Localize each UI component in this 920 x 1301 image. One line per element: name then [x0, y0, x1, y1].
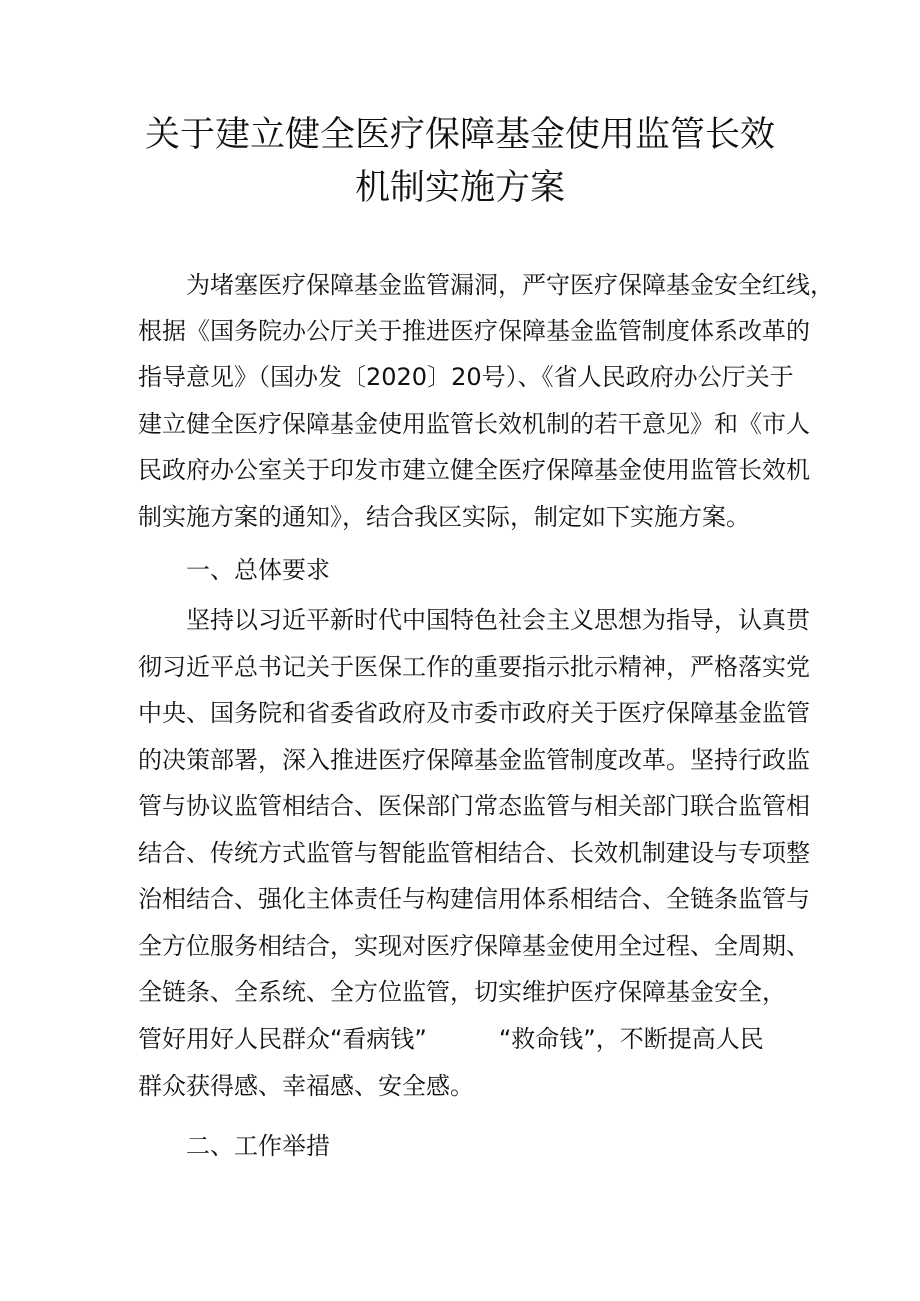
intro-line: 建立健全医疗保障基金使用监管长效机制的若干意见》和《市人 [138, 410, 810, 438]
section1-line: 彻习近平总书记关于医保工作的重要指示批示精神，严格落实党 [138, 653, 810, 681]
section1-line-part-a: 管好用好人民群众“看病钱” [138, 1025, 427, 1053]
section1-line [138, 1024, 764, 1054]
document-title-line-2: 机制实施方案 [354, 168, 565, 208]
intro-line: 为堵塞医疗保障基金监管漏洞，严守医疗保障基金安全红线， [186, 271, 834, 299]
section1-line-part-b: “救命钱”，不断提高人民 [498, 1025, 764, 1053]
section1-line: 全方位服务相结合，实现对医疗保障基金使用全过程、全周期、 [138, 932, 810, 960]
section1-line: 全链条、全系统、全方位监管，切实维护医疗保障基金安全， [138, 978, 786, 1006]
section1-line: 群众获得感、幸福感、安全感。 [138, 1072, 474, 1100]
section1-line: 管与协议监管相结合、医保部门常态监管与相关部门联合监管相 [138, 792, 810, 820]
section1-line: 治相结合、强化主体责任与构建信用体系相结合、全链条监管与 [138, 885, 810, 913]
intro-line: 民政府办公室关于印发市建立健全医疗保障基金使用监管长效机 [138, 456, 810, 484]
document-title-line-1: 关于建立健全医疗保障基金使用监管长效 [144, 115, 775, 155]
intro-line: 指导意见》（国办发〔2020〕20号）、《省人民政府办公厅关于 [138, 363, 794, 391]
section1-line: 坚持以习近平新时代中国特色社会主义思想为指导，认真贯 [186, 606, 810, 634]
section-heading: 二、工作举措 [186, 1132, 330, 1160]
section1-line: 中央、国务院和省委省政府及市委市政府关于医疗保障基金监管 [138, 699, 810, 727]
intro-line: 制实施方案的通知》，结合我区实际，制定如下实施方案。 [138, 503, 750, 531]
intro-line: 根据《国务院办公厅关于推进医疗保障基金监管制度体系改革的 [138, 317, 810, 345]
section1-line: 结合、传统方式监管与智能监管相结合、长效机制建设与专项整 [138, 839, 810, 867]
section-heading: 一、总体要求 [186, 556, 330, 584]
section1-line: 的决策部署，深入推进医疗保障基金监管制度改革。坚持行政监 [138, 746, 810, 774]
